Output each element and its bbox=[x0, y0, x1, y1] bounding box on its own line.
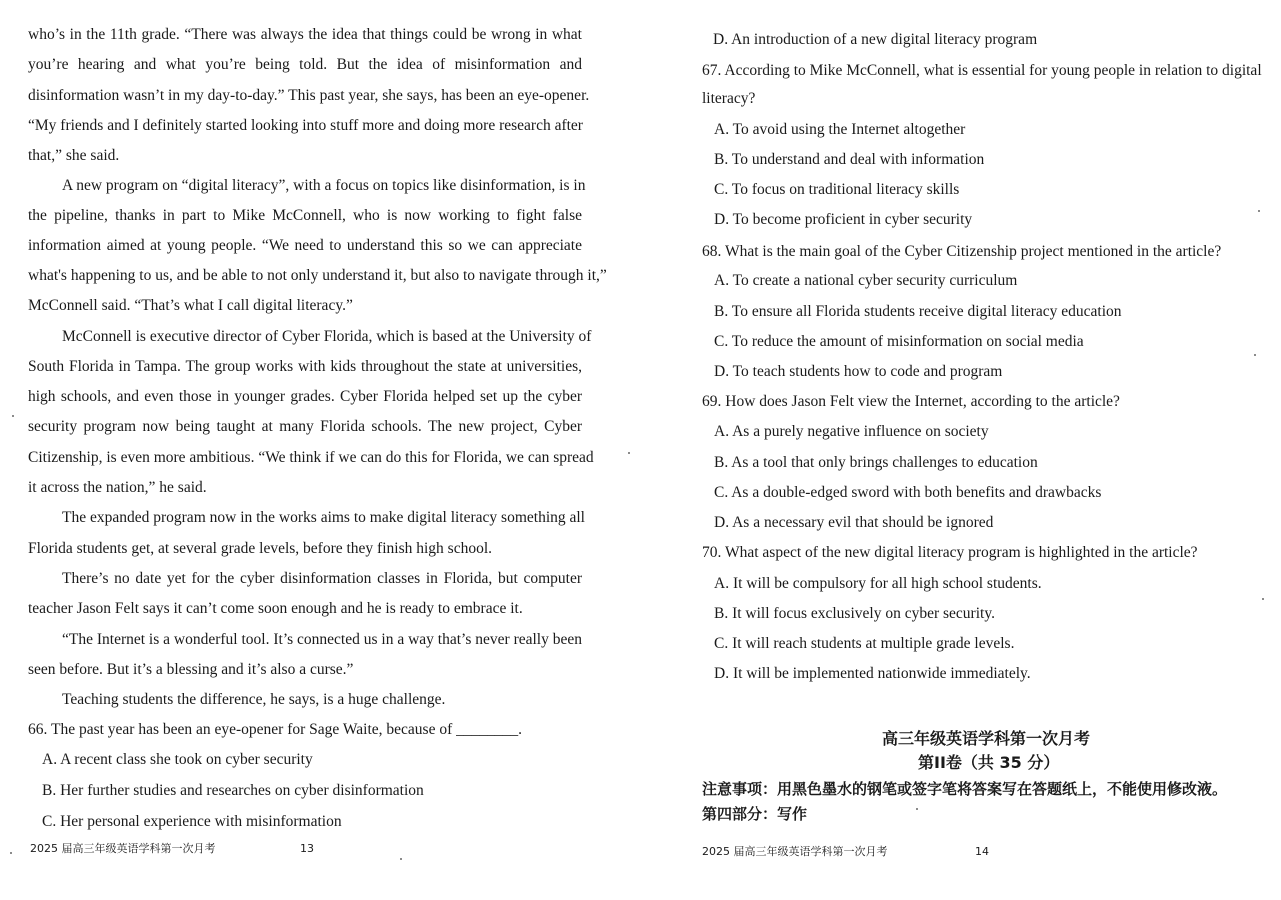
passage-line: security program now being taught at many Florida schools. The new project, Cyber bbox=[28, 418, 582, 435]
question-66-stem: 66. The past year has been an eye-opener for Sage Waite, because of ________. bbox=[28, 721, 522, 738]
footer-exam-name: 2025 届高三年级英语学科第一次月考 bbox=[30, 842, 216, 855]
passage-line: what's happening to us, and be able to not only understand it, but also to navigate through it,” bbox=[28, 267, 607, 284]
scan-speck bbox=[1262, 598, 1264, 600]
scan-speck bbox=[628, 452, 630, 454]
passage-line: Citizenship, is even more ambitious. “We think if we can do this for Florida, we can spread bbox=[28, 449, 594, 466]
passage-line: high schools, and even those in younger grades. Cyber Florida helped set up the cyber bbox=[28, 388, 582, 405]
section-title: 高三年级英语学科第一次月考 bbox=[882, 729, 1091, 748]
passage-line: A new program on “digital literacy”, with a focus on topics like disinformation, is in bbox=[62, 177, 586, 194]
passage-line: the pipeline, thanks in part to Mike McConnell, who is now working to fight false bbox=[28, 207, 582, 224]
question-68-stem: 68. What is the main goal of the Cyber Citizenship project mentioned in the article? bbox=[702, 243, 1222, 260]
passage-line: it across the nation,” he said. bbox=[28, 479, 207, 496]
page-number: 14 bbox=[975, 845, 989, 858]
passage-line: teacher Jason Felt says it can’t come soon enough and he is ready to embrace it. bbox=[28, 600, 523, 617]
question-67-option-a: A. To avoid using the Internet altogether bbox=[714, 121, 966, 138]
question-67-stem-cont: literacy? bbox=[702, 90, 756, 107]
scan-speck bbox=[1254, 354, 1256, 356]
question-69-option-d: D. As a necessary evil that should be ignored bbox=[714, 514, 994, 531]
question-66-option-b: B. Her further studies and researches on cyber disinformation bbox=[42, 782, 424, 799]
passage-line: South Florida in Tampa. The group works with kids throughout the state at universities, bbox=[28, 358, 582, 375]
question-67-option-d: D. To become proficient in cyber security bbox=[714, 211, 973, 228]
footer-exam-name: 2025 届高三年级英语学科第一次月考 bbox=[702, 845, 888, 858]
passage-line: Teaching students the difference, he says, is a huge challenge. bbox=[62, 691, 446, 708]
passage-line: McConnell said. “That’s what I call digital literacy.” bbox=[28, 297, 353, 314]
question-66-option-c: C. Her personal experience with misinformation bbox=[42, 813, 342, 830]
passage-line: disinformation wasn’t in my day-to-day.” This past year, she says, has been an eye-opener. bbox=[28, 87, 590, 104]
scan-speck bbox=[1258, 210, 1260, 212]
scan-speck bbox=[916, 808, 918, 810]
passage-line: There’s no date yet for the cyber disinformation classes in Florida, but computer bbox=[62, 570, 582, 587]
page-number: 13 bbox=[300, 842, 314, 855]
passage-line: seen before. But it’s a blessing and it’s also a curse.” bbox=[28, 661, 354, 678]
passage-line: The expanded program now in the works aims to make digital literacy something all bbox=[62, 509, 585, 526]
question-67-option-b: B. To understand and deal with information bbox=[714, 151, 985, 168]
notice-text: 注意事项：用黑色墨水的钢笔或签字笔将答案写在答题纸上，不能使用修改液。 bbox=[702, 780, 1228, 798]
scan-speck bbox=[12, 415, 14, 417]
scan-speck bbox=[400, 858, 402, 860]
question-68-option-a: A. To create a national cyber security curriculum bbox=[714, 272, 1018, 289]
scan-speck bbox=[10, 852, 12, 854]
question-68-option-c: C. To reduce the amount of misinformation on social media bbox=[714, 333, 1084, 350]
part-title: 第四部分：写作 bbox=[702, 805, 808, 823]
question-69-option-b: B. As a tool that only brings challenges to education bbox=[714, 454, 1038, 471]
passage-line: that,” she said. bbox=[28, 147, 120, 164]
passage-line: who’s in the 11th grade. “There was always the idea that things could be wrong in what bbox=[28, 26, 582, 43]
passage-line: “My friends and I definitely started looking into stuff more and doing more research after bbox=[28, 117, 583, 134]
question-70-stem: 70. What aspect of the new digital literacy program is highlighted in the article? bbox=[702, 544, 1198, 561]
passage-line: you’re hearing and what you’re being told. But the idea of misinformation and bbox=[28, 56, 582, 73]
question-69-option-c: C. As a double-edged sword with both benefits and drawbacks bbox=[714, 484, 1102, 501]
question-69-stem: 69. How does Jason Felt view the Internet, according to the article? bbox=[702, 393, 1120, 410]
passage-line: information aimed at young people. “We need to understand this so we can appreciate bbox=[28, 237, 582, 254]
passage-line: McConnell is executive director of Cyber Florida, which is based at the University of bbox=[62, 328, 592, 345]
question-67-stem: 67. According to Mike McConnell, what is essential for young people in relation to digital bbox=[702, 62, 1262, 79]
passage-line: Florida students get, at several grade levels, before they finish high school. bbox=[28, 540, 493, 557]
question-70-option-b: B. It will focus exclusively on cyber security. bbox=[714, 605, 995, 622]
question-70-option-a: A. It will be compulsory for all high school students. bbox=[714, 575, 1042, 592]
right-page bbox=[640, 0, 1281, 900]
volume-title: 第II卷（共 35 分） bbox=[918, 753, 1060, 772]
question-68-option-b: B. To ensure all Florida students receive digital literacy education bbox=[714, 303, 1122, 320]
question-66-option-d: D. An introduction of a new digital literacy program bbox=[713, 31, 1038, 48]
passage-line: “The Internet is a wonderful tool. It’s connected us in a way that’s never really been bbox=[62, 631, 582, 648]
question-67-option-c: C. To focus on traditional literacy skills bbox=[714, 181, 960, 198]
question-69-option-a: A. As a purely negative influence on society bbox=[714, 423, 989, 440]
left-page bbox=[0, 0, 640, 900]
question-68-option-d: D. To teach students how to code and program bbox=[714, 363, 1003, 380]
question-70-option-c: C. It will reach students at multiple grade levels. bbox=[714, 635, 1015, 652]
question-66-option-a: A. A recent class she took on cyber security bbox=[42, 751, 313, 768]
question-70-option-d: D. It will be implemented nationwide immediately. bbox=[714, 665, 1031, 682]
